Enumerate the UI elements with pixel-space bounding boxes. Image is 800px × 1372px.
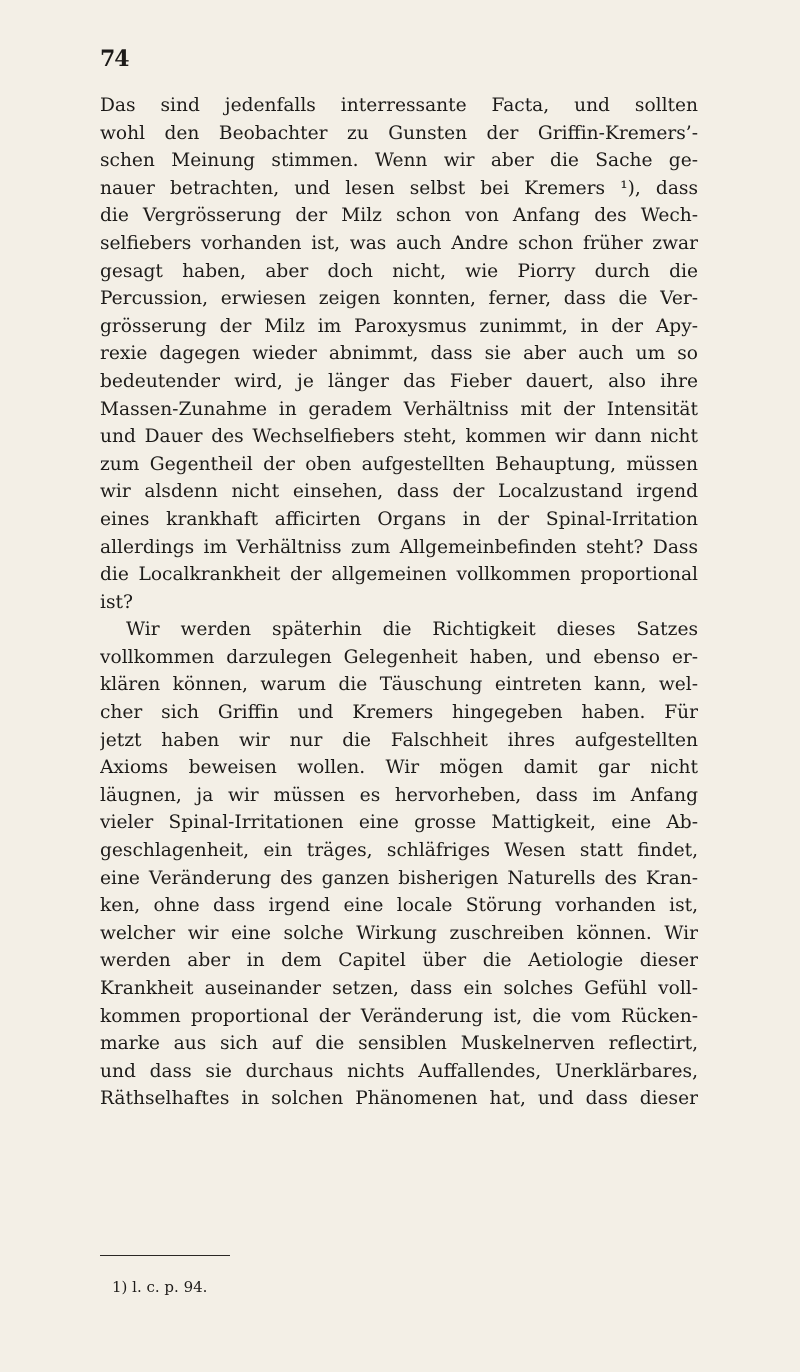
text-line: kommen proportional der Veränderung ist, die vom Rücken- bbox=[100, 1005, 698, 1027]
text-line: läugnen, ja wir müssen es hervorheben, dass im Anfang bbox=[100, 784, 698, 806]
text-line: und dass sie durchaus nichts Auffallendes, Unerklärbares, bbox=[100, 1060, 698, 1082]
text-line: cher sich Griffin und Kremers hingegeben haben. Für bbox=[100, 702, 698, 724]
footnote-rule bbox=[100, 1255, 230, 1256]
text-line: vieler Spinal-Irritationen eine grosse Mattigkeit, eine Ab- bbox=[100, 812, 698, 834]
text-line: marke aus sich auf die sensiblen Muskelnerven reflectirt, bbox=[100, 1033, 698, 1055]
page-number: 74 bbox=[100, 46, 129, 72]
text-line: die Vergrösserung der Milz schon von Anfang des Wech- bbox=[100, 205, 698, 227]
text-line: gesagt haben, aber doch nicht, wie Piorry durch die bbox=[100, 260, 698, 282]
text-line: die Localkrankheit der allgemeinen vollkommen proportional bbox=[100, 564, 698, 586]
footnote: 1) l. c. p. 94. bbox=[112, 1278, 208, 1296]
text-line: klären können, warum die Täuschung eintreten kann, wel- bbox=[100, 674, 698, 696]
text-line: eine Veränderung des ganzen bisherigen Naturells des Kran- bbox=[100, 867, 698, 889]
text-line: Räthselhaftes in solchen Phänomenen hat, und dass dieser bbox=[100, 1088, 698, 1110]
text-line: Axioms beweisen wollen. Wir mögen damit gar nicht bbox=[100, 757, 698, 779]
text-line: wohl den Beobachter zu Gunsten der Griffin-Kremers’- bbox=[100, 122, 698, 144]
text-line: nauer betrachten, und lesen selbst bei Kremers ¹), dass bbox=[100, 177, 698, 199]
text-line: eines krankhaft afficirten Organs in der Spinal-Irritation bbox=[100, 508, 698, 530]
text-line: jetzt haben wir nur die Falschheit ihres aufgestellten bbox=[100, 729, 698, 751]
text-line: wir alsdenn nicht einsehen, dass der Localzustand irgend bbox=[100, 481, 698, 503]
text-line: allerdings im Verhältniss zum Allgemeinbefinden steht? Dass bbox=[100, 536, 698, 558]
text-line: geschlagenheit, ein träges, schläfriges Wesen statt findet, bbox=[100, 840, 698, 862]
text-line: vollkommen darzulegen Gelegenheit haben, und ebenso er- bbox=[100, 646, 698, 668]
text-line: Krankheit auseinander setzen, dass ein solches Gefühl voll- bbox=[100, 978, 698, 999]
text-line: und Dauer des Wechselfiebers steht, kommen wir dann nicht bbox=[100, 426, 698, 448]
text-line: bedeutender wird, je länger das Fieber dauert, also ihre bbox=[100, 370, 698, 392]
text-line: selfiebers vorhanden ist, was auch Andre schon früher zwar bbox=[100, 232, 698, 254]
body-text bbox=[100, 92, 698, 1113]
text-line: zum Gegentheil der oben aufgestellten Behauptung, müssen bbox=[100, 453, 698, 475]
text-line: welcher wir eine solche Wirkung zuschreiben können. Wir bbox=[100, 922, 698, 944]
text-line: werden aber in dem Capitel über die Aetiologie dieser bbox=[100, 950, 698, 972]
text-line: Wir werden späterhin die Richtigkeit dieses Satzes bbox=[126, 619, 698, 641]
text-line: schen Meinung stimmen. Wenn wir aber die Sache ge- bbox=[100, 150, 698, 172]
text-line: Percussion, erwiesen zeigen konnten, ferner, dass die Ver- bbox=[100, 288, 698, 310]
text-line: grösserung der Milz im Paroxysmus zunimmt, in der Apy- bbox=[100, 315, 698, 337]
text-line: Massen-Zunahme in geradem Verhältniss mit der Intensität bbox=[100, 398, 698, 420]
text-line: Das sind jedenfalls interressante Facta, und sollten bbox=[100, 95, 698, 116]
text-line: ken, ohne dass irgend eine locale Störung vorhanden ist, bbox=[100, 895, 698, 917]
text-line: rexie dagegen wieder abnimmt, dass sie aber auch um so bbox=[100, 343, 698, 365]
text-line: ist? bbox=[100, 591, 133, 613]
